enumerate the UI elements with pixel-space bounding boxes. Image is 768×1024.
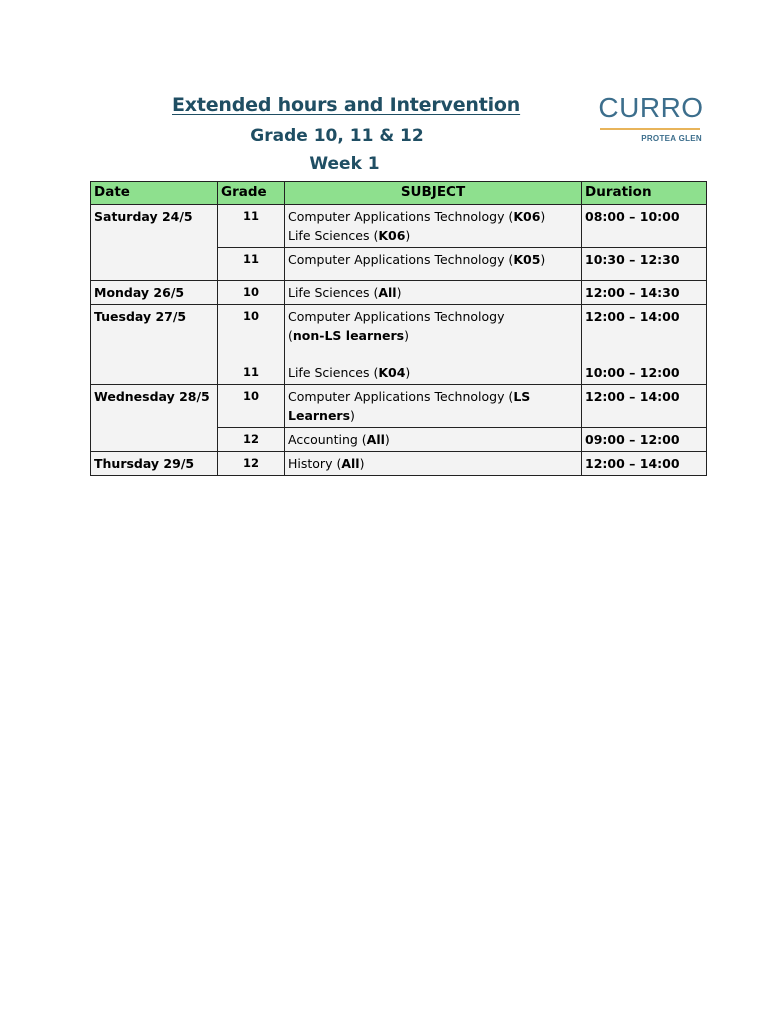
subject-room: K06 — [378, 228, 406, 243]
grade-cell: 11 — [218, 205, 285, 248]
duration-cell: 12:00 – 14:00 — [582, 452, 707, 476]
subject-text: ) — [405, 228, 411, 243]
curro-logo — [598, 92, 704, 148]
week-label: Week 1 — [309, 154, 380, 174]
subject-cell — [285, 428, 582, 452]
column-header-grade: Grade — [218, 182, 285, 205]
page-subtitle: Grade 10, 11 & 12 — [250, 126, 424, 146]
grade-cell: 10 — [218, 305, 285, 362]
logo-campus: PROTEA GLEN — [641, 134, 702, 143]
subject-cell — [285, 205, 582, 248]
subject-text: Computer Applications Technology — [288, 309, 505, 324]
subject-text: Computer Applications Technology ( — [288, 209, 514, 224]
grade-cell: 10 — [218, 385, 285, 428]
subject-group: non-LS learners — [292, 328, 405, 343]
grade-cell: 10 — [218, 281, 285, 305]
grade-cell: 11 — [218, 248, 285, 281]
grade-cell: 12 — [218, 428, 285, 452]
table-row — [91, 281, 707, 305]
subject-text: Computer Applications Technology ( — [288, 252, 514, 267]
date-cell: Saturday 24/5 — [91, 205, 218, 281]
subject-text: ) — [384, 432, 390, 447]
duration-cell: 09:00 – 12:00 — [582, 428, 707, 452]
column-header-date: Date — [91, 182, 218, 205]
column-header-subject: SUBJECT — [285, 182, 582, 205]
subject-text: Accounting ( — [288, 432, 367, 447]
schedule-table — [90, 181, 707, 476]
duration-cell: 12:00 – 14:30 — [582, 281, 707, 305]
duration-cell: 12:00 – 14:00 — [582, 305, 707, 362]
subject-text: ) — [405, 365, 411, 380]
table-row — [91, 205, 707, 248]
subject-text: ) — [404, 328, 410, 343]
subject-cell — [285, 385, 582, 428]
subject-group: All — [378, 285, 397, 300]
grade-cell: 12 — [218, 452, 285, 476]
subject-text: Life Sciences ( — [288, 365, 379, 380]
subject-text: Computer Applications Technology ( — [288, 389, 514, 404]
table-row — [91, 385, 707, 428]
date-cell: Wednesday 28/5 — [91, 385, 218, 452]
subject-room: K04 — [378, 365, 406, 380]
subject-text: ) — [359, 456, 365, 471]
table-row — [91, 305, 707, 362]
subject-text: ) — [540, 252, 546, 267]
subject-text: Life Sciences ( — [288, 228, 379, 243]
subject-cell — [285, 281, 582, 305]
subject-text: ) — [396, 285, 402, 300]
logo-divider — [600, 128, 700, 130]
subject-text: History ( — [288, 456, 342, 471]
subject-cell — [285, 361, 582, 385]
date-cell: Monday 26/5 — [91, 281, 218, 305]
subject-cell — [285, 248, 582, 281]
table-row — [91, 452, 707, 476]
subject-text: ) — [540, 209, 546, 224]
grade-cell: 11 — [218, 361, 285, 385]
logo-name: CURRO — [598, 92, 704, 123]
subject-room: K05 — [513, 252, 541, 267]
table-header-row — [91, 182, 707, 205]
page-title: Extended hours and Intervention — [172, 94, 521, 116]
subject-group: All — [366, 432, 385, 447]
subject-cell — [285, 305, 582, 362]
subject-cell — [285, 452, 582, 476]
subject-group: LS — [513, 389, 531, 404]
duration-cell: 12:00 – 14:00 — [582, 385, 707, 428]
duration-cell: 10:00 – 12:00 — [582, 361, 707, 385]
subject-text: Life Sciences ( — [288, 285, 379, 300]
column-header-duration: Duration — [582, 182, 707, 205]
subject-group: All — [341, 456, 360, 471]
duration-cell: 08:00 – 10:00 — [582, 205, 707, 248]
date-cell: Thursday 29/5 — [91, 452, 218, 476]
subject-text: ( — [288, 328, 293, 343]
duration-cell: 10:30 – 12:30 — [582, 248, 707, 281]
subject-text: ) — [350, 408, 355, 423]
date-cell: Tuesday 27/5 — [91, 305, 218, 385]
subject-group: Learners — [288, 408, 351, 423]
subject-room: K06 — [513, 209, 541, 224]
